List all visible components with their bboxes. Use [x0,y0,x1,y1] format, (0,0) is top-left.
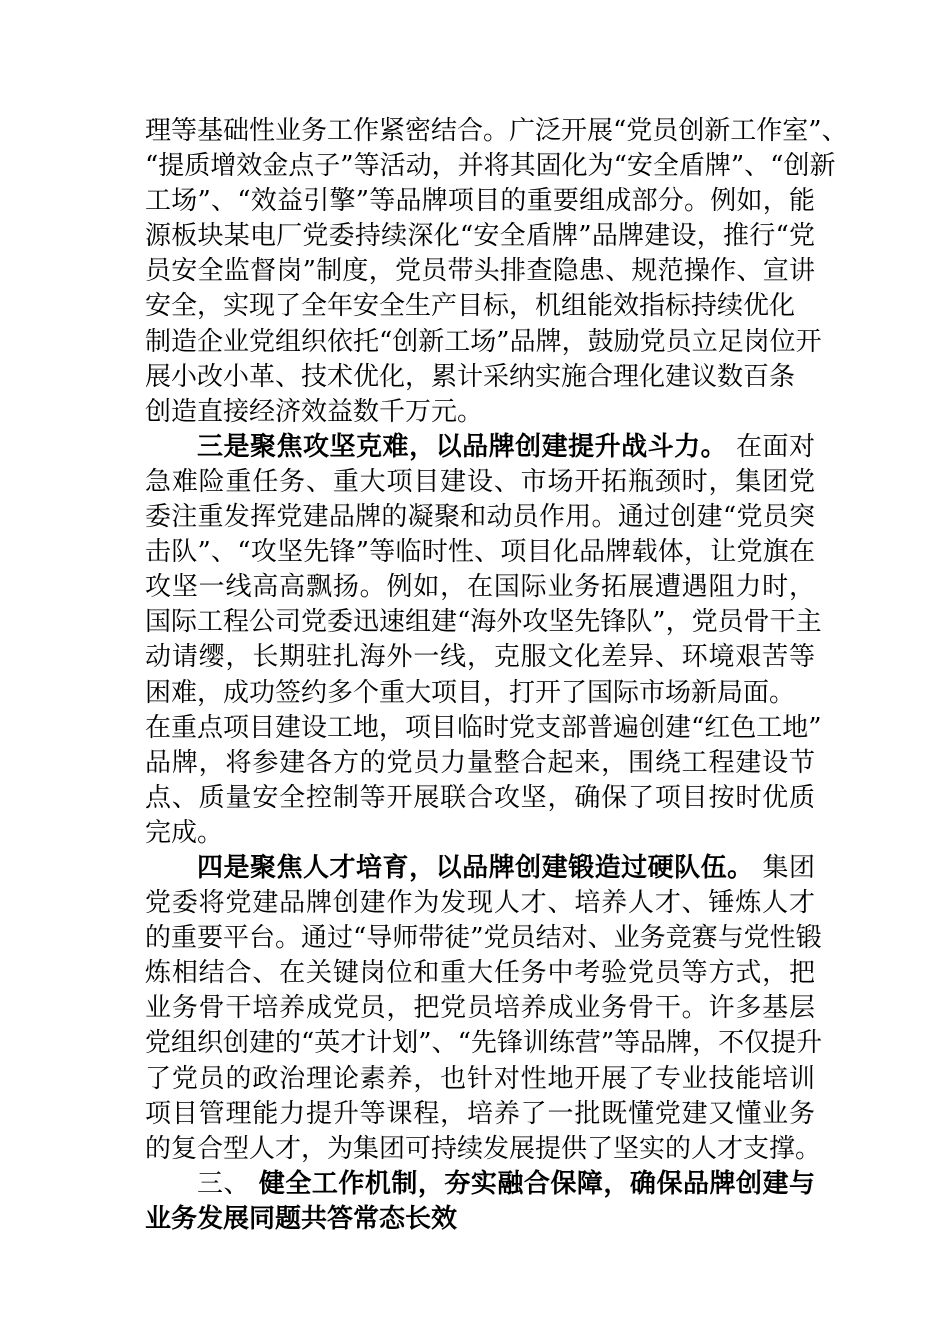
section-heading [145,1167,815,1202]
text-line: 攻坚一线高高飘扬。例如，在国际业务拓展遭遇阻力时， [145,572,815,603]
paragraph-lead-bold: 三是聚焦攻坚克难，以品牌创建提升战斗力。 [197,431,728,462]
text-line: 了党员的政治理论素养，也针对性地开展了专业技能培训 [145,1063,815,1094]
text-line: 委注重发挥党建品牌的凝聚和动员作用。通过创建“党员突 [145,502,815,533]
text-line: 击队”、“攻坚先锋”等临时性、项目化品牌载体，让党旗在 [145,537,815,568]
text-line: 制造企业党组织依托“创新工场”品牌，鼓励党员立足岗位开 [145,326,822,357]
text-line: 国际工程公司党委迅速组建“海外攻坚先锋队”，党员骨干主 [145,607,822,638]
section-heading-number: 三、 [197,1168,251,1199]
section-heading-text: 业务发展同题共答常态长效 [145,1203,458,1234]
text-line: 展小改小革、技术优化，累计采纳实施合理化建议数百条 [145,361,796,392]
text-line: 员安全监督岗”制度，党员带头排查隐患、规范操作、宣讲 [145,256,815,287]
text-line: 品牌，将参建各方的党员力量整合起来，围绕工程建设节 [145,747,815,778]
body-text [145,114,848,1237]
text-line: 业务骨干培养成党员，把党员培养成业务骨干。许多基层 [145,993,815,1024]
text-line: 动请缨，长期驻扎海外一线，克服文化差异、环境艰苦等 [145,642,815,673]
text-line: 理等基础性业务工作紧密结合。广泛开展“党员创新工作室”、 [145,116,848,146]
text-line: 项目管理能力提升等课程，培养了一批既懂党建又懂业务 [145,1098,815,1129]
text-line: 困难，成功签约多个重大项目，打开了国际市场新局面。 [145,677,796,708]
paragraph-lead-bold: 四是聚焦人才培育，以品牌创建锻造过硬队伍。 [197,852,754,883]
paragraph-first-line [145,430,815,465]
text-line: 工场”、“效益引擎”等品牌项目的重要组成部分。例如，能 [145,186,815,217]
text-line: 党组织创建的“英才计划”、“先锋训练营”等品牌，不仅提升 [145,1028,823,1059]
paragraph-lead-rest: 在面对 [735,431,815,462]
section-heading-continued [145,1202,815,1237]
text-line: “提质增效金点子”等活动，并将其固化为“安全盾牌”、“创新 [145,151,836,182]
text-line: 的重要平台。通过“导师带徒”党员结对、业务竞赛与党性锻 [145,923,822,954]
text-line: 源板块某电厂党委持续深化“安全盾牌”品牌建设，推行“党 [145,221,815,252]
text-line: 急难险重任务、重大项目建设、市场开拓瓶颈时，集团党 [145,466,815,497]
text-line: 的复合型人才，为集团可持续发展提供了坚实的人才支撑。 [145,1133,822,1164]
section-heading-text: 健全工作机制，夯实融合保障，确保品牌创建与 [258,1168,815,1199]
text-line: 在重点项目建设工地，项目临时党支部普遍创建“红色工地” [145,712,822,743]
text-line: 完成。 [145,817,224,848]
text-line: 点、质量安全控制等开展联合攻坚，确保了项目按时优质 [145,782,815,813]
text-line: 党委将党建品牌创建作为发现人才、培养人才、锤炼人才 [145,888,815,919]
paragraph-first-line [145,851,815,886]
text-line: 炼相结合、在关键岗位和重大任务中考验党员等方式，把 [145,958,815,989]
text-line: 安全，实现了全年安全生产目标，机组能效指标持续优化 [145,291,796,322]
paragraph-lead-rest: 集团 [762,852,815,883]
text-line: 创造直接经济效益数千万元。 [145,396,484,427]
